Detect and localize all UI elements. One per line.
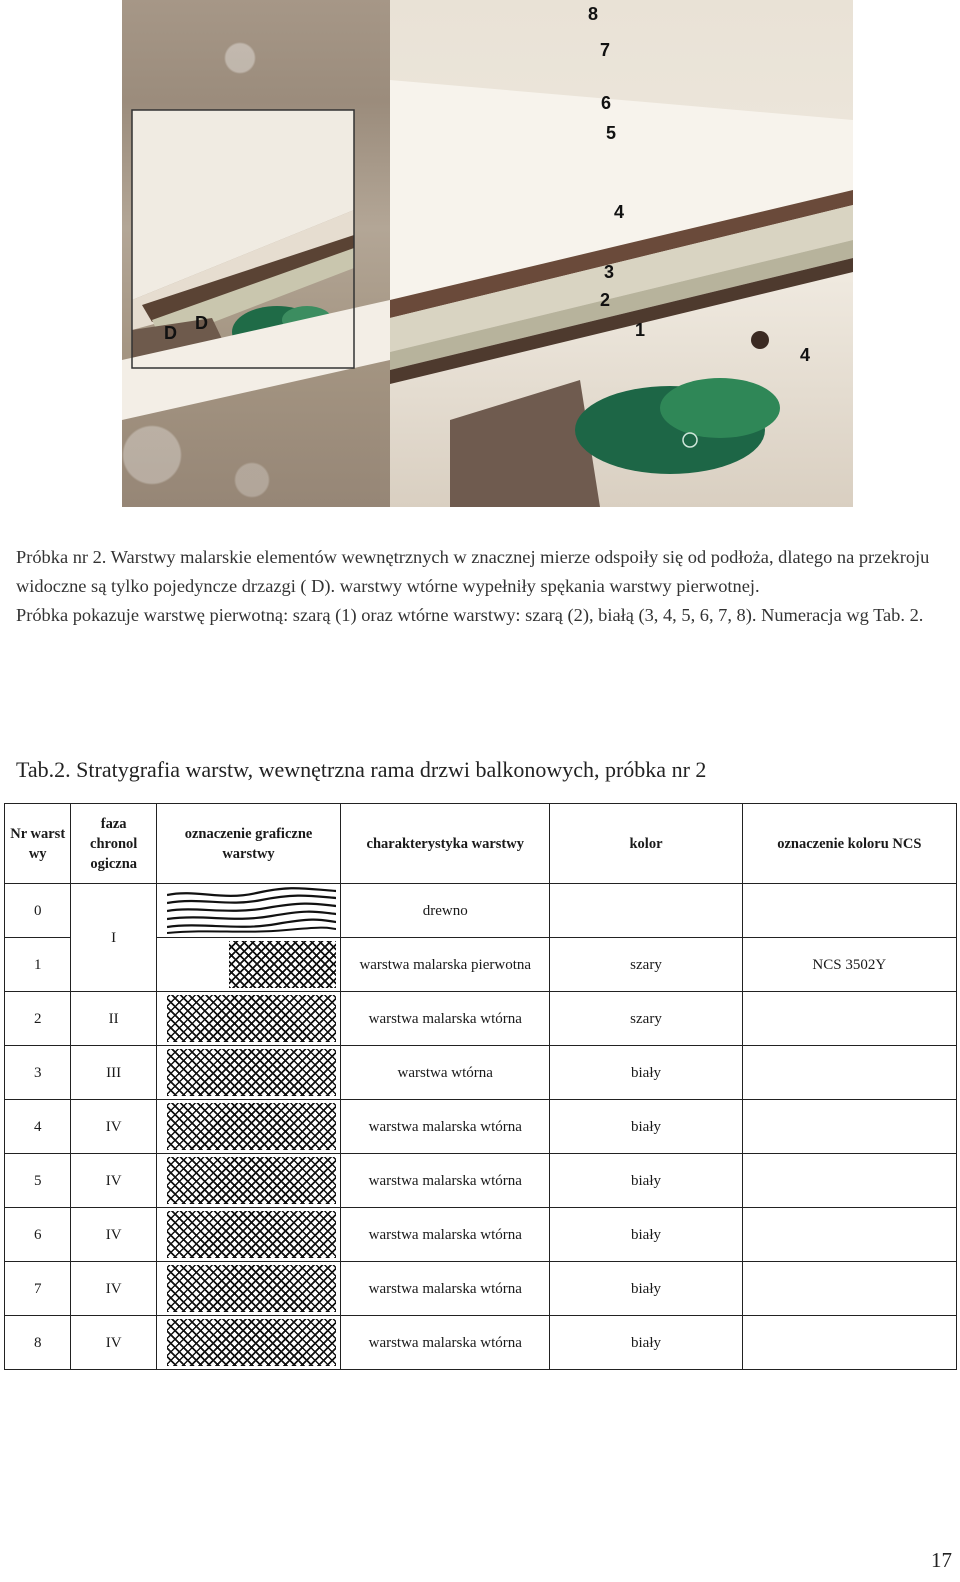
cell-faza: IV [71,1262,157,1316]
cell-kolor: biały [550,1208,742,1262]
cell-charakterystyka: warstwa malarska wtórna [341,1154,550,1208]
table-row [5,992,957,1046]
cell-kolor: biały [550,1100,742,1154]
cell-kolor: szary [550,938,742,992]
cell-nr: 2 [5,992,71,1046]
cell-faza: II [71,992,157,1046]
cell-ncs [742,1046,956,1100]
cell-faza: III [71,1046,157,1100]
cell-faza: IV [71,1100,157,1154]
wood-pattern-swatch [167,887,336,934]
caption-paragraph-2: Próbka pokazuje warstwę pierwotną: szarą (1) oraz wtórne warstwy: szarą (2), białą (3, 4, 5, 6, 7, 8). Numeracja wg Tab. 2. [16,605,924,625]
table-header-row [5,804,957,884]
cell-nr: 0 [5,884,71,938]
header-ncs: oznaczenie koloru NCS [742,804,956,884]
cell-faza: IV [71,1154,157,1208]
page-number: 17 [931,1548,952,1572]
cell-nr: 4 [5,1100,71,1154]
cell-faza: IV [71,1316,157,1370]
figure-label-4b: 4 [800,345,811,365]
crosshatch-pattern-swatch [167,995,336,1042]
figure-label-6: 6 [601,93,612,113]
wood-grain-lines [167,887,336,934]
cell-graphic [156,1100,340,1154]
cell-ncs [742,1100,956,1154]
table-title: Tab.2. Stratygrafia warstw, wewnętrzna rama drzwi balkonowych, próbka nr 2 [16,757,707,782]
cell-ncs [742,1208,956,1262]
crosshatch-pattern-swatch [229,941,336,988]
cell-nr: 1 [5,938,71,992]
table-row [5,1100,957,1154]
cell-charakterystyka: warstwa malarska wtórna [341,1100,550,1154]
crosshatch-pattern-swatch [167,1049,336,1096]
cell-ncs [742,1316,956,1370]
table-row [5,1316,957,1370]
header-graphic: oznaczenie graficzne warstwy [156,804,340,884]
crosshatch-pattern-swatch [167,1211,336,1258]
header-kolor: kolor [550,804,742,884]
cell-charakterystyka: warstwa malarska pierwotna [341,938,550,992]
cell-kolor: biały [550,1262,742,1316]
cell-ncs [742,992,956,1046]
cell-kolor [550,884,742,938]
table-row [5,1208,957,1262]
cell-faza: IV [71,1208,157,1262]
crosshatch-pattern-swatch [167,1319,336,1366]
detail-sample-drawing [390,0,853,507]
cell-graphic [156,938,340,992]
figure-label-8: 8 [588,4,599,24]
cell-graphic [156,1154,340,1208]
cell-graphic [156,1208,340,1262]
figure-label-3: 3 [604,262,615,282]
cell-nr: 5 [5,1154,71,1208]
figure-label-2: 2 [600,290,611,310]
figure-label-5: 5 [606,123,617,143]
cell-nr: 6 [5,1208,71,1262]
cell-graphic [156,884,340,938]
cell-graphic [156,992,340,1046]
cell-ncs [742,1262,956,1316]
crosshatch-pattern-swatch [167,1265,336,1312]
cell-nr: 3 [5,1046,71,1100]
crosshatch-pattern-swatch [167,1103,336,1150]
cell-nr: 7 [5,1262,71,1316]
cross-section-micrograph [122,0,853,507]
cell-charakterystyka: warstwa wtórna [341,1046,550,1100]
cell-kolor: szary [550,992,742,1046]
table-row [5,1262,957,1316]
cell-graphic [156,1316,340,1370]
cell-kolor: biały [550,1154,742,1208]
figure-label-d-1: D [164,323,177,343]
cell-kolor: biały [550,1046,742,1100]
cell-faza: I [71,884,157,992]
table-row [5,1046,957,1100]
header-nr: Nr warst wy [5,804,71,884]
cell-ncs [742,884,956,938]
cell-charakterystyka: drewno [341,884,550,938]
crosshatch-pattern-swatch [167,1157,336,1204]
cell-charakterystyka: warstwa malarska wtórna [341,992,550,1046]
cell-ncs: NCS 3502Y [742,938,956,992]
cell-kolor: biały [550,1316,742,1370]
table-row [5,884,957,938]
table-row [5,1154,957,1208]
figure-label-d-2: D [195,313,208,333]
micrograph-overview-panel [122,0,391,507]
header-charakterystyka: charakterystyka warstwy [341,804,550,884]
cell-ncs [742,1154,956,1208]
cell-graphic [156,1262,340,1316]
figure-label-1: 1 [635,320,646,340]
figure-label-4: 4 [614,202,625,222]
figure-caption [16,543,960,630]
header-faza: faza chronol ogiczna [71,804,157,884]
cell-graphic [156,1046,340,1100]
stratigraphy-table [4,803,957,1370]
cell-charakterystyka: warstwa malarska wtórna [341,1316,550,1370]
cell-charakterystyka: warstwa malarska wtórna [341,1208,550,1262]
micrograph-detail-panel [390,0,853,507]
cell-charakterystyka: warstwa malarska wtórna [341,1262,550,1316]
overview-sample-drawing [122,0,390,507]
caption-paragraph-1: Próbka nr 2. Warstwy malarskie elementów wewnętrznych w znacznej mierze odspoiły się od podłoża, dlatego na przekroju widoczne są tylko pojedyncze drzazgi ( D). warstwy wtórne wypełniły spękania warstwy pierwotnej. [16,547,930,596]
figure-label-7: 7 [600,40,611,60]
cell-nr: 8 [5,1316,71,1370]
